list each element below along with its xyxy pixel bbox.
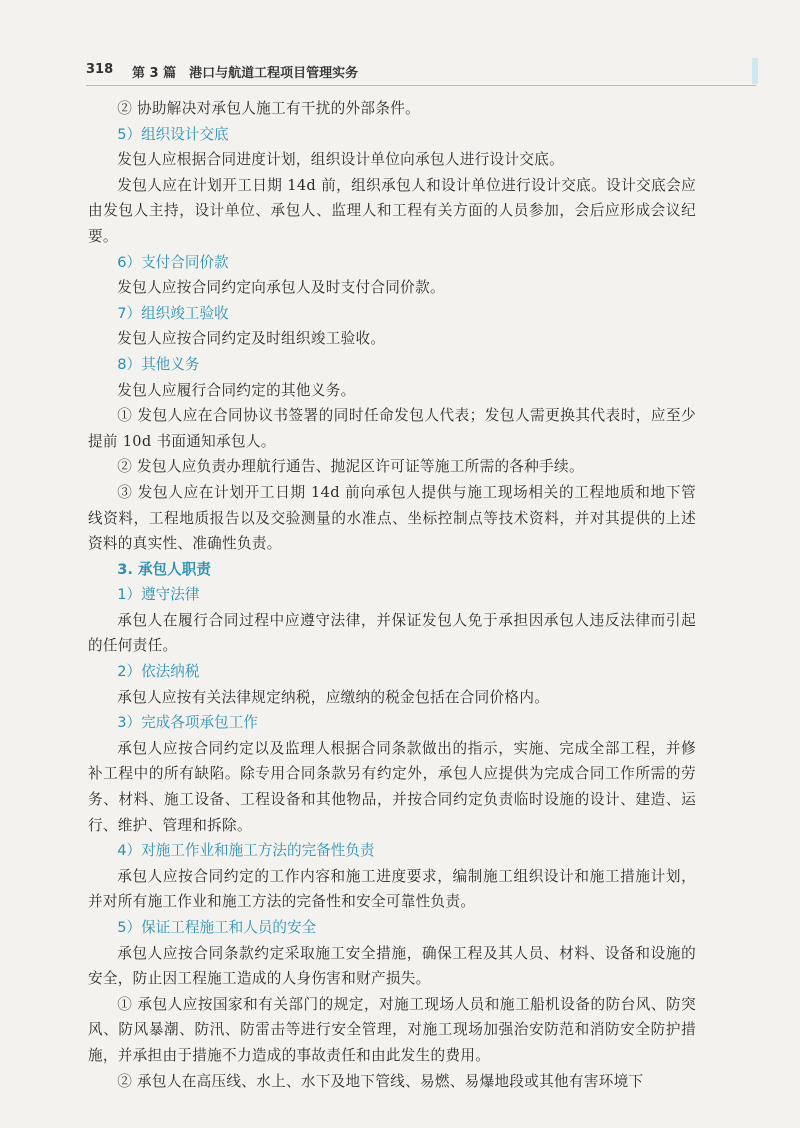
paragraph: 发包人应根据合同进度计划，组织设计单位向承包人进行设计交底。	[117, 151, 565, 169]
paragraph: ③ 发包人应在计划开工日期 14d 前向承包人提供与施工现场相关的工程地质和地下管线资料，工程地质报告以及交验测量的水准点、坐标控制点等技术资料，并对其提供的上述资料的真实性、准确性负责。	[88, 483, 696, 553]
section-heading: 1）遵守法律	[117, 586, 200, 604]
paragraph: 承包人应按合同约定以及监理人根据合同条款做出的指示，实施、完成全部工程，并修补工程中的所有缺陷。除专用合同条款另有约定外，承包人应提供为完成合同工作所需的劳务、材料、施工设备、工程设备和其他物品，并按合同约定负责临时设施的设计、建造、运行、维护、管理和拆除。	[88, 739, 696, 834]
paragraph: 发包人应履行合同约定的其他义务。	[117, 381, 356, 399]
paragraph: 承包人应按合同条款约定采取施工安全措施，确保工程及其人员、材料、设备和设施的安全，防止因工程施工造成的人身伤害和财产损失。	[88, 944, 696, 988]
section-heading: 4）对施工作业和施工方法的完备性负责	[117, 842, 375, 860]
paragraph: ② 承包人在高压线、水上、水下及地下管线、易燃、易爆地段或其他有害环境下	[117, 1072, 644, 1090]
section-heading: 5）保证工程施工和人员的安全	[117, 919, 317, 936]
paragraph: 发包人应按合同约定向承包人及时支付合同价款。	[117, 279, 445, 297]
section-heading: 3）完成各项承包工作	[117, 714, 258, 732]
paragraph: 承包人应按有关法律规定纳税，应缴纳的税金包括在合同价格内。	[117, 688, 550, 706]
paragraph: ② 协助解决对承包人施工有干扰的外部条件。	[117, 100, 421, 117]
body-text	[88, 96, 696, 1094]
section-heading: 5）组织设计交底	[117, 125, 229, 143]
header-accent-bar	[752, 58, 758, 84]
paragraph: ① 承包人应按国家和有关部门的规定，对施工现场人员和施工船机设备的防台风、防突风、防风暴潮、防汛、防雷击等进行安全管理，对施工现场加强治安防范和消防安全防护措施，并承担由于措施不力造成的事故责任和由此发生的费用。	[88, 995, 696, 1064]
paragraph: 发包人应按合同约定及时组织竣工验收。	[117, 330, 386, 348]
section-heading: 6）支付合同价款	[117, 253, 229, 271]
paragraph: 发包人应在计划开工日期 14d 前，组织承包人和设计单位进行设计交底。设计交底会应由发包人主持，设计单位、承包人、监理人和工程有关方面的人员参加，会后应形成会议纪要。	[88, 176, 696, 245]
paragraph: ② 发包人应负责办理航行通告、抛泥区许可证等施工所需的各种手续。	[117, 458, 584, 476]
chapter-section-heading: 3. 承包人职责	[117, 560, 211, 578]
page-header	[86, 60, 756, 82]
header-divider	[86, 85, 756, 86]
paragraph: ① 发包人应在合同协议书签署的同时任命发包人代表；发包人需更换其代表时，应至少提前 10d 书面通知承包人。	[88, 407, 696, 450]
paragraph: 承包人应按合同约定的工作内容和施工进度要求，编制施工组织设计和施工措施计划，并对所有施工作业和施工方法的完备性和安全可靠性负责。	[88, 867, 696, 911]
paragraph: 承包人在履行合同过程中应遵守法律，并保证发包人免于承担因承包人违反法律而引起的任何责任。	[88, 611, 696, 655]
section-heading: 7）组织竣工验收	[117, 304, 229, 322]
section-heading: 8）其他义务	[117, 355, 200, 373]
section-heading: 2）依法纳税	[117, 663, 200, 681]
page-number: 318	[86, 62, 114, 77]
chapter-title: 第 3 篇 港口与航道工程项目管理实务	[132, 66, 359, 81]
